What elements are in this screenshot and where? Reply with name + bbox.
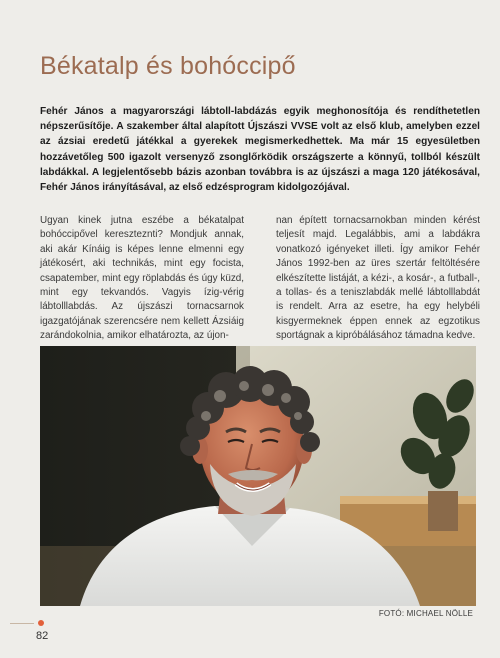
portrait-illustration bbox=[40, 346, 476, 606]
body-column-right: nan épített tornacsarnokban minden kérést teljesít majd. Legalábbis, ami a labdákra vonatkozó igényeket illeti. Így amikor Fehér János 1992-ben az üres szertár feltöltésére elkészítette listáját, a kézi-, a kosár-, a futball-, a tollas- és a teniszlabdák mellé lábtolllabdát is rendelt. Arra az esetre, ha egy helybéli kisgyermeknek éppen ennek az egzotikus sportágnak a kipróbálásához támadna kedve. bbox=[276, 215, 480, 342]
portrait-photo bbox=[40, 346, 476, 606]
photo-credit: FOTÓ: MICHAEL NÖLLE bbox=[378, 609, 473, 618]
footer-rule bbox=[10, 623, 34, 624]
footer-accent-dot bbox=[38, 620, 44, 626]
body-column-left: Ugyan kinek jutna eszébe a békatalpat bohóccipővel kereszteznti? Mondjuk annak, aki akár Kínáig is képes lenne elmenni egy játékosért, aki technikás, mint egy focista, csapatember, mint egy röplabdás és úgy küzd, mint egy tekvandós. Vagyis ízig-vérig lábtolllabdás. Az újszászi tornacsarnok igazgatójának szerencsére nem kellett Ázsiáig zarándokolnia, amikor elhatározta, az újon- bbox=[40, 215, 244, 342]
article-lead: Fehér János a magyarországi lábtoll-labdázás egyik meghonosítója és rendíthetetlen népszerűsítője. A szakember által alapított Újszászi VVSE volt az első klub, amelyben ezzel az ázsiai eredetű játékkal a gyerekek megismerkedhettek. Ma már 15 egyesületben hozzávetőleg 500 igazolt versenyző zsonglőrködik országszerte a könnyű, tollból készült labdákkal. A legjelentősebb bázis azonban továbbra is az újszászi a maga 120 játékosával, Fehér János irányításával, az első edzésprogram kidolgozójával. bbox=[40, 106, 480, 194]
article-body bbox=[40, 214, 480, 344]
page-number: 82 bbox=[36, 630, 49, 642]
article-title: Békatalp és bohóccipő bbox=[40, 52, 296, 80]
